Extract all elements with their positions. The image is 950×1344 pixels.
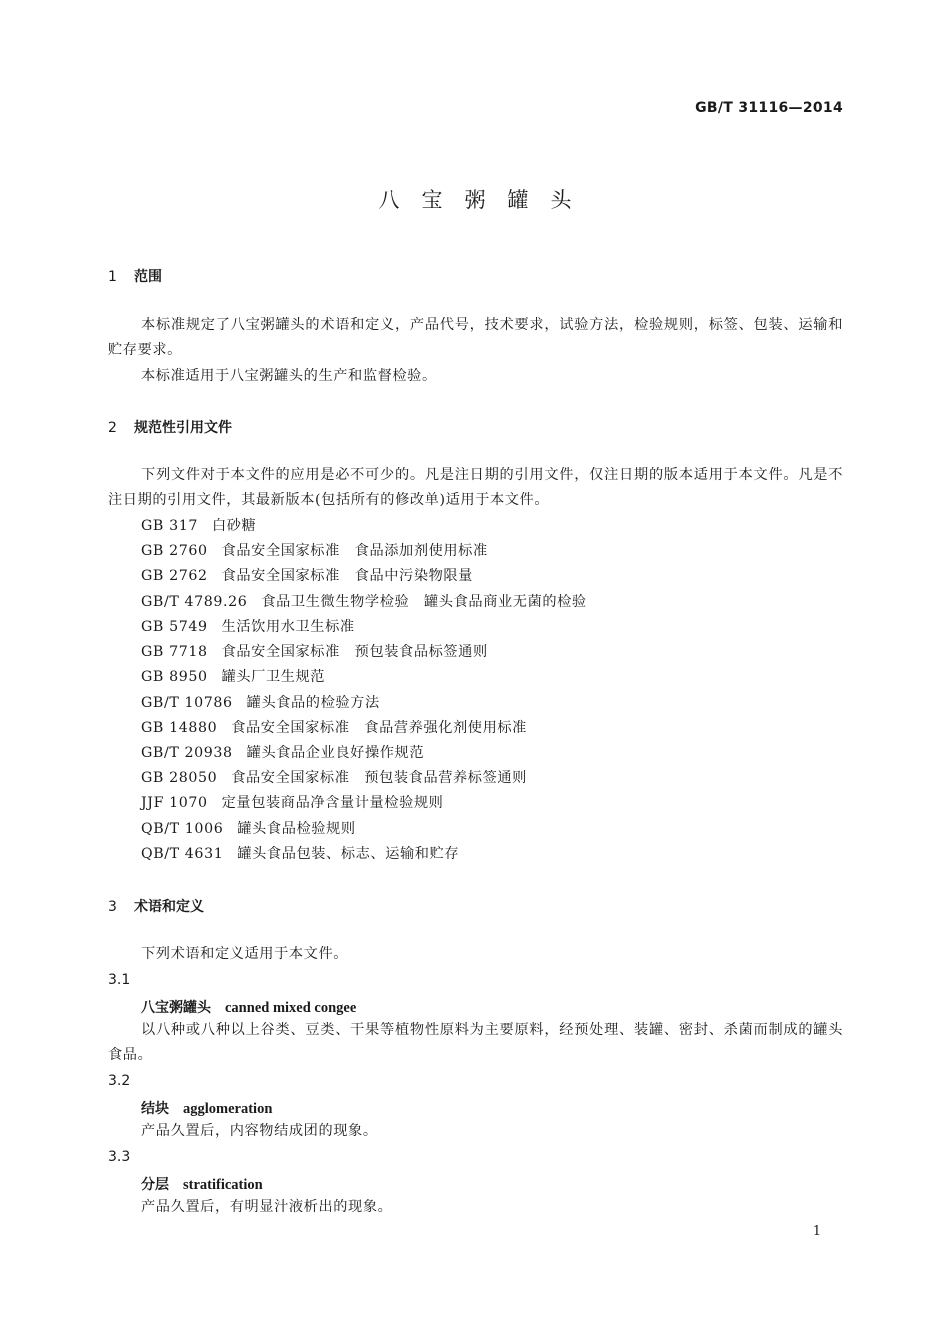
reference-name: 食品安全国家标准 食品添加剂使用标准: [221, 543, 488, 559]
reference-name: 定量包装商品净含量计量检验规则: [221, 795, 444, 811]
term-en: stratification: [183, 1177, 263, 1193]
reference-name: 罐头食品检验规则: [237, 821, 356, 837]
reference-name: 食品安全国家标准 食品中污染物限量: [221, 568, 473, 584]
reference-item: [141, 516, 256, 536]
section-number: 3: [108, 899, 117, 915]
reference-code: GB 14880: [141, 720, 218, 736]
reference-item: [141, 743, 424, 763]
reference-name: 罐头食品企业良好操作规范: [246, 745, 425, 761]
reference-code: GB 7718: [141, 644, 208, 660]
reference-item: [141, 793, 443, 813]
section-number: 2: [108, 420, 117, 436]
term-zh: 八宝粥罐头: [141, 1000, 211, 1016]
reference-code: GB/T 4789.26: [141, 594, 248, 610]
term-number: 3.2: [108, 1073, 131, 1089]
section-title: 范围: [134, 269, 162, 285]
reference-code: GB/T 10786: [141, 695, 233, 711]
section-number: 1: [108, 269, 117, 285]
reference-item: [141, 592, 587, 612]
reference-item: [141, 819, 356, 839]
reference-name: 食品安全国家标准 食品营养强化剂使用标准: [231, 720, 527, 736]
reference-code: JJF 1070: [141, 795, 208, 811]
term-en: canned mixed congee: [225, 1000, 357, 1016]
term-zh: 结块: [141, 1101, 169, 1117]
reference-name: 罐头食品包装、标志、运输和贮存: [237, 846, 460, 862]
section-title: 术语和定义: [134, 899, 204, 915]
section-1-heading: [108, 266, 162, 286]
term-definition: 以八种或八种以上谷类、豆类、干果等植物性原料为主要原料，经预处理、装罐、密封、杀菌而制成的罐头食品。: [108, 1022, 843, 1063]
reference-code: GB/T 20938: [141, 745, 233, 761]
section-title: 规范性引用文件: [134, 420, 232, 436]
term-definition: 产品久置后，内容物结成团的现象。: [141, 1123, 378, 1139]
term-heading: [141, 1174, 263, 1194]
reference-code: GB 2762: [141, 568, 208, 584]
term-en: agglomeration: [183, 1101, 273, 1117]
terms-intro: 下列术语和定义适用于本文件。: [141, 946, 349, 962]
term-heading: [141, 997, 356, 1017]
reference-code: GB 8950: [141, 669, 208, 685]
reference-code: GB 2760: [141, 543, 208, 559]
reference-item: [141, 566, 473, 586]
document-title: 八宝粥罐头: [378, 188, 594, 212]
references-intro: 下列文件对于本文件的应用是必不可少的。凡是注日期的引用文件，仅注日期的版本适用于本文件。凡是不注日期的引用文件，其最新版本(包括所有的修改单)适用于本文件。: [108, 467, 843, 508]
reference-name: 食品安全国家标准 预包装食品营养标签通则: [231, 770, 527, 786]
reference-code: GB 317: [141, 518, 198, 534]
reference-item: [141, 718, 527, 738]
reference-item: [141, 667, 325, 687]
reference-code: QB/T 4631: [141, 846, 224, 862]
term-number: 3.3: [108, 1149, 131, 1165]
scope-paragraph-1: 本标准规定了八宝粥罐头的术语和定义，产品代号，技术要求，试验方法，检验规则，标签、包装、运输和贮存要求。: [108, 317, 843, 358]
term-number: 3.1: [108, 972, 131, 988]
section-3-heading: [108, 896, 204, 916]
page-number: 1: [812, 1224, 821, 1239]
scope-paragraph-2: 本标准适用于八宝粥罐头的生产和监督检验。: [141, 368, 437, 384]
reference-name: 罐头食品的检验方法: [246, 695, 380, 711]
reference-item: [141, 642, 488, 662]
reference-code: QB/T 1006: [141, 821, 224, 837]
reference-code: GB 28050: [141, 770, 218, 786]
reference-item: [141, 617, 355, 637]
reference-name: 白砂糖: [211, 518, 257, 534]
reference-name: 生活饮用水卫生标准: [221, 619, 355, 635]
reference-name: 食品卫生微生物学检验 罐头食品商业无菌的检验: [261, 594, 587, 610]
reference-item: [141, 844, 459, 864]
reference-code: GB 5749: [141, 619, 208, 635]
section-2-heading: [108, 417, 232, 437]
reference-item: [141, 541, 488, 561]
term-heading: [141, 1098, 272, 1118]
standard-code: GB/T 31116—2014: [695, 100, 843, 116]
reference-name: 食品安全国家标准 预包装食品标签通则: [221, 644, 488, 660]
term-zh: 分层: [141, 1177, 169, 1193]
reference-name: 罐头厂卫生规范: [221, 669, 326, 685]
reference-item: [141, 693, 380, 713]
term-definition: 产品久置后，有明显汁液析出的现象。: [141, 1199, 393, 1215]
reference-item: [141, 768, 527, 788]
